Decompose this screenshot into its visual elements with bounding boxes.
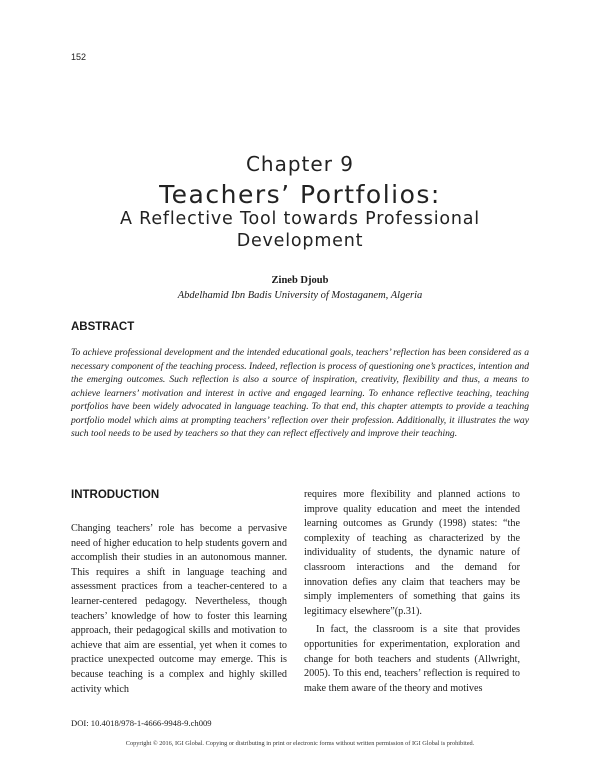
abstract-body: To achieve professional development and the intended educational goals, teachers’ reflection has been considered as a necessary component of the teaching process. Indeed, reflection is process of questioning one’s practices, intention and the emerging outcomes. Such reflection is also a source of inspiration, creativity, flexibility and thus, a means to achieve learners’ motivation and interest in active and engaged learning. To enhance reflective teaching, teaching portfolios have been widely advocated in language teaching. To that end, this chapter attempts to provide a teaching portfolio model which aims at prompting teachers’ reflection over their profession. Additionally, it illustrates the way such tool needs to be used by teachers so that they can reflect effectively and improve their teaching. [71,347,529,439]
intro-paragraph-right-1: requires more flexibility and planned actions to improve quality education and meet the intended learning outcomes as Grundy (1998) states: “the complexity of teaching as characterized by the individuality of students, the dynamic nature of classroom interactions and the demand for innovation defies any claim that teachers may be simply implementers of something that gains its legitimacy elsewhere”(p.31). [304,489,520,617]
introduction-heading: INTRODUCTION [71,489,160,501]
left-column [71,488,287,697]
intro-paragraph-left: Changing teachers’ role has become a pervasive need of higher education to help students govern and accomplish their studies in an autonomous manner. This requires a shift in language teaching and assessment practices from a teacher-centered to a learner-centered pedagogy. Nevertheless, though teachers’ knowledge of how to foster this learning approach, their pedagogical skills and motivation to achieve that aim are essential, yet when it comes to practice unexpected outcome may emerge. This is because teaching is a complex and highly skilled activity which [71,523,287,695]
author-affiliation: Abdelhamid Ibn Badis University of Mostaganem, Algeria [177,290,423,301]
chapter-subtitle-text: A Reflective Tool towards Professional Development [120,209,480,251]
doi: DOI: 10.4018/978-1-4666-9948-9.ch009 [71,718,212,728]
abstract-heading: ABSTRACT [71,321,135,333]
intro-paragraph-right-2: In fact, the classroom is a site that provides opportunities for experimentation, exploration and change for both teachers and students (Allwright, 2005). To this end, teachers’ reflection is required to make them aware of the theory and motives [304,624,520,694]
chapter-label: Chapter 9 [245,152,355,176]
copyright-notice: Copyright © 2016, IGI Global. Copying or distributing in print or electronic forms without written permission of IGI Global is prohibited. [125,740,475,747]
author-name: Zineb Djoub [271,275,329,286]
page-number: 152 [71,52,87,62]
right-column [304,488,520,696]
chapter-subtitle [100,208,500,252]
chapter-title: Teachers’ Portfolios: [159,180,441,209]
